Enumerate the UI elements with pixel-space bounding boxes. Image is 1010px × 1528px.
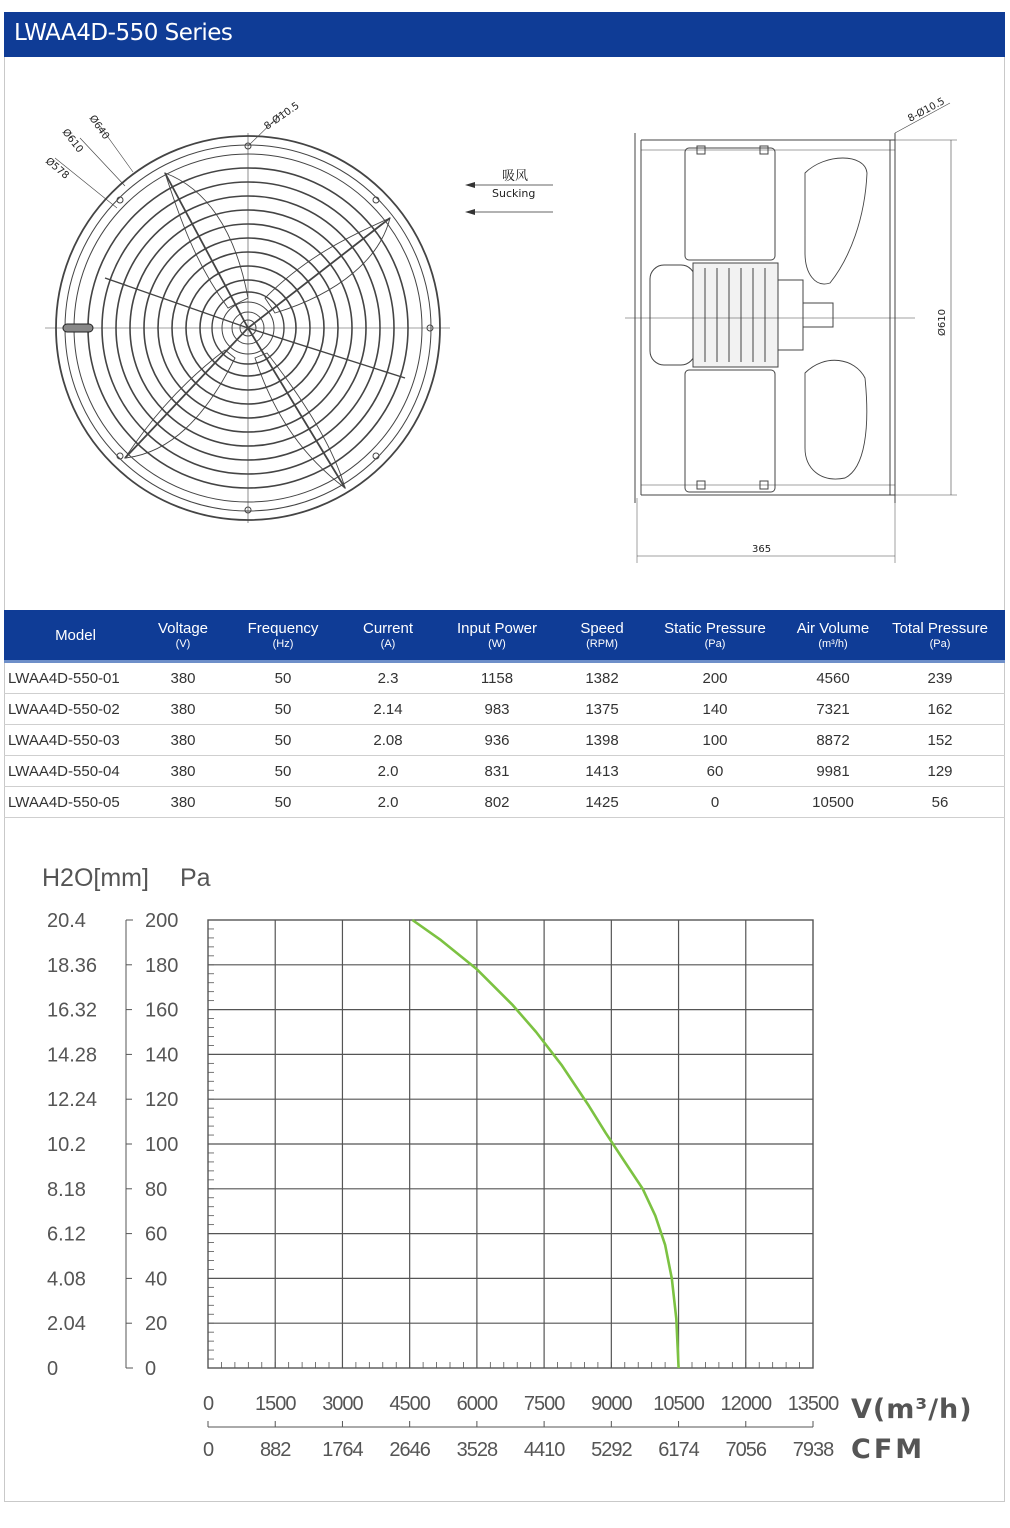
cell-static-pressure: 60 bbox=[639, 756, 791, 787]
cell-total-pressure: 239 bbox=[875, 662, 1005, 694]
x2-tick-label: 1764 bbox=[322, 1439, 363, 1461]
cell-frequency: 50 bbox=[219, 694, 347, 725]
dim-label-610: Ø610 bbox=[59, 127, 85, 156]
side-view-drawing bbox=[625, 103, 957, 563]
y-axis-label-pa: Pa bbox=[180, 864, 211, 892]
y-tick-label-pa: 140 bbox=[145, 1044, 179, 1067]
col-static-pressure: Static Pressure (Pa) bbox=[639, 610, 791, 662]
x-tick-label: 0 bbox=[202, 1393, 214, 1415]
side-view-labels bbox=[752, 95, 948, 555]
table-row bbox=[4, 787, 1005, 818]
cell-current: 2.08 bbox=[347, 725, 429, 756]
y-tick-label-mm: 18.36 bbox=[47, 954, 98, 977]
y-tick-label-pa: 200 bbox=[145, 910, 179, 932]
cell-air-volume: 9981 bbox=[791, 756, 875, 787]
cell-static-pressure: 0 bbox=[639, 787, 791, 818]
table-row bbox=[4, 662, 1005, 694]
cell-speed: 1425 bbox=[565, 787, 639, 818]
cell-air-volume: 7321 bbox=[791, 694, 875, 725]
y-tick-label-mm: 16.32 bbox=[47, 999, 98, 1022]
technical-drawing bbox=[5, 58, 1004, 608]
x-tick-label: 10500 bbox=[653, 1393, 704, 1415]
cell-current: 2.0 bbox=[347, 787, 429, 818]
dim-label-bolt-side: 8-Ø10.5 bbox=[906, 96, 947, 125]
cell-static-pressure: 200 bbox=[639, 662, 791, 694]
table-row bbox=[4, 756, 1005, 787]
x-axis-label: V(m³/h) bbox=[851, 1394, 973, 1425]
col-total-pressure: Total Pressure (Pa) bbox=[875, 610, 1005, 662]
cell-speed: 1382 bbox=[565, 662, 639, 694]
page-title: LWAA4D-550 Series bbox=[14, 20, 233, 46]
cell-current: 2.0 bbox=[347, 756, 429, 787]
x-tick-label: 6000 bbox=[456, 1393, 498, 1415]
x2-tick-label: 7056 bbox=[725, 1439, 767, 1461]
airflow-label-cn: 吸风 bbox=[502, 169, 529, 184]
col-frequency: Frequency (Hz) bbox=[219, 610, 347, 662]
x2-tick-label: 5292 bbox=[591, 1439, 632, 1461]
y-tick-label-mm: 10.2 bbox=[47, 1134, 86, 1156]
col-speed: Speed (RPM) bbox=[565, 610, 639, 662]
col-current: Current (A) bbox=[347, 610, 429, 662]
cell-model: LWAA4D-550-04 bbox=[4, 756, 147, 787]
cell-total-pressure: 56 bbox=[875, 787, 1005, 818]
x-tick-label: 12000 bbox=[720, 1393, 772, 1415]
y-tick-label-pa: 180 bbox=[145, 954, 179, 977]
dim-label-diameter-side: Ø610 bbox=[937, 309, 948, 336]
y-tick-label-pa: 20 bbox=[145, 1313, 168, 1336]
table-row bbox=[4, 694, 1005, 725]
dim-label-bolt-front: 8-Ø10.5 bbox=[262, 100, 302, 133]
cell-speed: 1375 bbox=[565, 694, 639, 725]
cell-input-power: 983 bbox=[429, 694, 565, 725]
x2-axis-label: CFM bbox=[851, 1434, 926, 1465]
airflow-indicator bbox=[465, 169, 553, 215]
cell-total-pressure: 129 bbox=[875, 756, 1005, 787]
cell-frequency: 50 bbox=[219, 787, 347, 818]
cell-input-power: 936 bbox=[429, 725, 565, 756]
chart-ticks bbox=[47, 910, 839, 1461]
airflow-label-en: Sucking bbox=[492, 187, 536, 200]
y-tick-label-mm: 6.12 bbox=[47, 1223, 86, 1246]
y-axis-label-mm: H2O[mm] bbox=[42, 864, 149, 892]
x2-tick-label: 0 bbox=[202, 1439, 214, 1461]
cell-input-power: 802 bbox=[429, 787, 565, 818]
cell-input-power: 1158 bbox=[429, 662, 565, 694]
y-tick-label-mm: 0 bbox=[47, 1358, 59, 1380]
title-bar bbox=[4, 12, 1005, 57]
chart-grid bbox=[126, 920, 813, 1368]
dim-label-length-side: 365 bbox=[752, 544, 772, 555]
cell-static-pressure: 100 bbox=[639, 725, 791, 756]
cell-frequency: 50 bbox=[219, 662, 347, 694]
cell-input-power: 831 bbox=[429, 756, 565, 787]
spec-table bbox=[4, 610, 1005, 818]
x-tick-label: 3000 bbox=[322, 1393, 363, 1415]
y-tick-label-mm: 20.4 bbox=[47, 910, 86, 932]
cell-total-pressure: 152 bbox=[875, 725, 1005, 756]
col-input-power: Input Power (W) bbox=[429, 610, 565, 662]
x-tick-label: 1500 bbox=[254, 1393, 296, 1415]
cell-model: LWAA4D-550-05 bbox=[4, 787, 147, 818]
y-tick-label-mm: 12.24 bbox=[47, 1089, 98, 1112]
x2-tick-label: 4410 bbox=[523, 1439, 565, 1461]
table-row bbox=[4, 725, 1005, 756]
x2-tick-label: 2646 bbox=[389, 1439, 430, 1461]
dim-label-578: Ø578 bbox=[43, 155, 71, 182]
col-voltage: Voltage (V) bbox=[147, 610, 219, 662]
y-tick-label-mm: 2.04 bbox=[47, 1313, 86, 1336]
y-tick-label-pa: 160 bbox=[145, 999, 179, 1022]
cell-model: LWAA4D-550-01 bbox=[4, 662, 147, 694]
cell-voltage: 380 bbox=[147, 787, 219, 818]
y-tick-label-mm: 8.18 bbox=[47, 1178, 86, 1201]
x-tick-label: 9000 bbox=[591, 1393, 632, 1415]
cell-voltage: 380 bbox=[147, 756, 219, 787]
col-model: Model bbox=[4, 610, 147, 662]
front-view-drawing bbox=[45, 110, 450, 523]
table-header-row bbox=[4, 610, 1005, 662]
performance-chart bbox=[5, 840, 1004, 1490]
cell-current: 2.14 bbox=[347, 694, 429, 725]
cell-voltage: 380 bbox=[147, 694, 219, 725]
cell-air-volume: 4560 bbox=[791, 662, 875, 694]
cell-model: LWAA4D-550-03 bbox=[4, 725, 147, 756]
x2-tick-label: 3528 bbox=[456, 1439, 498, 1461]
x-tick-label: 13500 bbox=[787, 1393, 839, 1415]
y-tick-label-mm: 14.28 bbox=[47, 1044, 98, 1067]
cell-total-pressure: 162 bbox=[875, 694, 1005, 725]
cell-air-volume: 8872 bbox=[791, 725, 875, 756]
x2-tick-label: 7938 bbox=[792, 1439, 834, 1461]
cell-frequency: 50 bbox=[219, 725, 347, 756]
dim-label-640: Ø640 bbox=[86, 113, 112, 142]
cell-air-volume: 10500 bbox=[791, 787, 875, 818]
cell-speed: 1413 bbox=[565, 756, 639, 787]
y-tick-label-pa: 40 bbox=[145, 1268, 168, 1291]
y-tick-label-pa: 100 bbox=[145, 1134, 179, 1156]
cell-frequency: 50 bbox=[219, 756, 347, 787]
x2-tick-label: 6174 bbox=[658, 1439, 699, 1461]
y-tick-label-mm: 4.08 bbox=[47, 1268, 86, 1291]
cell-speed: 1398 bbox=[565, 725, 639, 756]
cell-model: LWAA4D-550-02 bbox=[4, 694, 147, 725]
cell-current: 2.3 bbox=[347, 662, 429, 694]
col-air-volume: Air Volume (m³/h) bbox=[791, 610, 875, 662]
cell-voltage: 380 bbox=[147, 662, 219, 694]
x2-tick-label: 882 bbox=[260, 1439, 291, 1461]
x-tick-label: 4500 bbox=[389, 1393, 430, 1415]
x-tick-label: 7500 bbox=[523, 1393, 565, 1415]
y-tick-label-pa: 60 bbox=[145, 1223, 168, 1246]
y-tick-label-pa: 80 bbox=[145, 1178, 168, 1201]
cell-static-pressure: 140 bbox=[639, 694, 791, 725]
y-tick-label-pa: 0 bbox=[145, 1358, 157, 1380]
cell-voltage: 380 bbox=[147, 725, 219, 756]
y-tick-label-pa: 120 bbox=[145, 1089, 179, 1112]
